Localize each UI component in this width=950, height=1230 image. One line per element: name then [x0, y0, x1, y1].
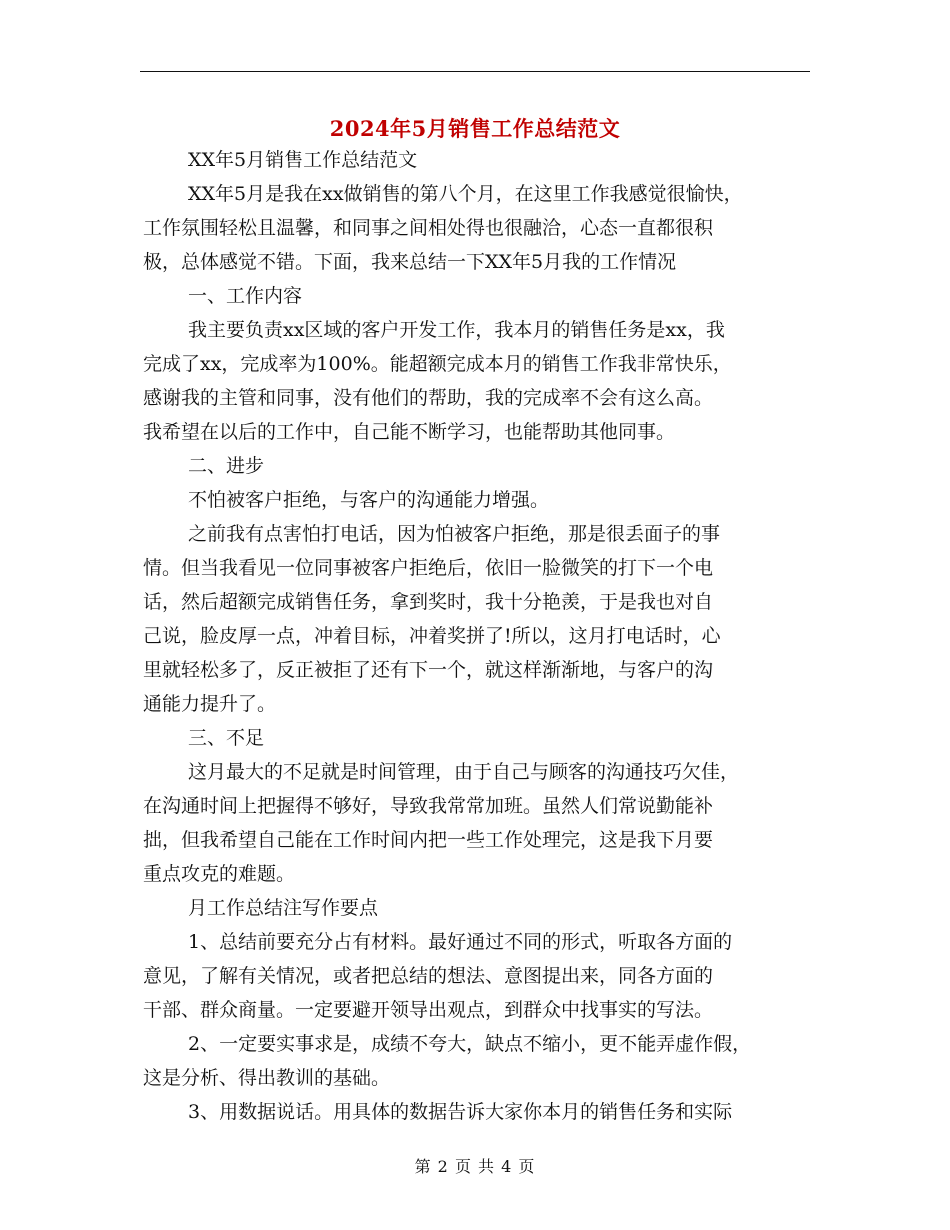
header-rule — [140, 71, 810, 72]
section-heading: 月工作总结注写作要点 — [188, 897, 379, 919]
paragraph-line: 话，然后超额完成销售任务，拿到奖时，我十分艳羡，于是我也对自 — [143, 591, 714, 613]
paragraph-line: 之前我有点害怕打电话，因为怕被客户拒绝，那是很丢面子的事 — [188, 523, 721, 545]
section-heading: 一、工作内容 — [188, 285, 303, 307]
paragraph-line: 极，总体感觉不错。下面，我来总结一下XX年5月我的工作情况 — [143, 251, 677, 273]
paragraph-line: 重点攻克的难题。 — [143, 863, 296, 885]
paragraph-line: 3、用数据说话。用具体的数据告诉大家你本月的销售任务和实际 — [188, 1101, 733, 1123]
paragraph-line: 感谢我的主管和同事，没有他们的帮助，我的完成率不会有这么高。 — [143, 387, 714, 409]
paragraph-line: 己说，脸皮厚一点，冲着目标，冲着奖拼了!所以，这月打电话时，心 — [143, 625, 721, 647]
paragraph-line: 不怕被客户拒绝，与客户的沟通能力增强。 — [188, 489, 550, 511]
paragraph-line: 这月最大的不足就是时间管理，由于自己与顾客的沟通技巧欠佳， — [188, 761, 740, 783]
section-heading: 三、不足 — [188, 727, 265, 749]
page-number-footer: 第 2 页 共 4 页 — [414, 1157, 536, 1176]
paragraph-line: 1、总结前要充分占有材料。最好通过不同的形式，听取各方面的 — [188, 931, 733, 953]
paragraph-line: 通能力提升了。 — [143, 693, 277, 715]
paragraph-line: 干部、群众商量。一定要避开领导出观点，到群众中找事实的写法。 — [143, 999, 714, 1021]
paragraph-line: 完成了xx，完成率为100%。能超额完成本月的销售工作我非常快乐， — [143, 353, 732, 375]
document-title: 2024年5月销售工作总结范文 — [329, 116, 621, 141]
paragraph-line: 意见，了解有关情况，或者把总结的想法、意图提出来，同各方面的 — [143, 965, 714, 987]
paragraph-line: 这是分析、得出教训的基础。 — [143, 1067, 391, 1089]
paragraph-line: 拙，但我希望自己能在工作时间内把一些工作处理完，这是我下月要 — [143, 829, 714, 851]
paragraph-line: 2、一定要实事求是，成绩不夸大，缺点不缩小，更不能弄虚作假， — [188, 1033, 752, 1055]
paragraph-line: 情。但当我看见一位同事被客户拒绝后，依旧一脸微笑的打下一个电 — [143, 557, 714, 579]
paragraph-line: 我希望在以后的工作中，自己能不断学习，也能帮助其他同事。 — [143, 421, 676, 443]
paragraph-line: 我主要负责xx区域的客户开发工作，我本月的销售任务是xx，我 — [188, 319, 725, 341]
paragraph-line: 在沟通时间上把握得不够好，导致我常常加班。虽然人们常说勤能补 — [143, 795, 714, 817]
subtitle-line: XX年5月销售工作总结范文 — [188, 149, 418, 171]
section-heading: 二、进步 — [188, 455, 265, 477]
paragraph-line: XX年5月是我在xx做销售的第八个月，在这里工作我感觉很愉快， — [188, 183, 743, 205]
paragraph-line: 里就轻松多了，反正被拒了还有下一个，就这样渐渐地，与客户的沟 — [143, 659, 714, 681]
paragraph-line: 工作氛围轻松且温馨，和同事之间相处得也很融洽，心态一直都很积 — [143, 217, 714, 239]
